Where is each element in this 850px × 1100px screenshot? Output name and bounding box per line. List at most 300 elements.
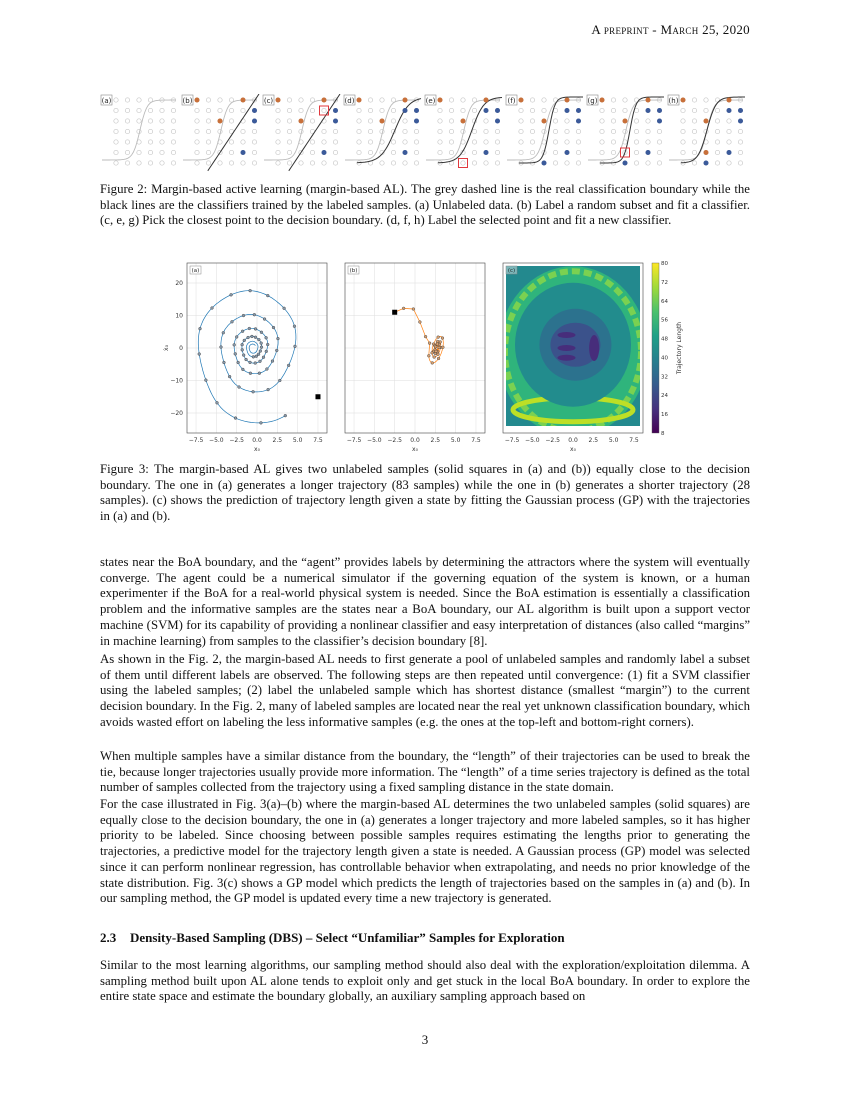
unlabeled-sample	[738, 150, 742, 154]
unlabeled-sample	[449, 119, 453, 123]
unlabeled-sample	[391, 108, 395, 112]
unlabeled-sample	[195, 140, 199, 144]
unlabeled-sample	[206, 98, 210, 102]
trajectory-a-sample	[267, 388, 270, 391]
unlabeled-sample	[252, 129, 256, 133]
unlabeled-sample	[125, 119, 129, 123]
unlabeled-sample	[414, 129, 418, 133]
unlabeled-sample	[241, 161, 245, 165]
trajectory-b-sample	[412, 308, 415, 311]
unlabeled-sample	[368, 98, 372, 102]
unlabeled-sample	[461, 108, 465, 112]
labeled-sample-orange	[322, 98, 327, 103]
labeled-sample-blue	[403, 150, 408, 155]
colorbar-label: Trajectory Length	[676, 321, 683, 375]
trajectory-a-sample	[252, 355, 255, 358]
classifier-line	[438, 97, 502, 162]
unlabeled-sample	[357, 129, 361, 133]
unlabeled-sample	[287, 119, 291, 123]
trajectory-a-sample	[284, 414, 287, 417]
unlabeled-sample	[472, 129, 476, 133]
trajectory-a-sample	[233, 343, 236, 346]
trajectory-a-sample	[252, 390, 255, 393]
unlabeled-sample	[171, 161, 175, 165]
unlabeled-sample	[299, 161, 303, 165]
unlabeled-sample	[241, 129, 245, 133]
trajectory-a-sample	[241, 348, 244, 351]
unlabeled-sample	[114, 119, 118, 123]
unlabeled-sample	[600, 140, 604, 144]
x-axis-label: x₀	[570, 446, 576, 453]
x-tick-label: 7.5	[471, 437, 481, 444]
unlabeled-sample	[137, 119, 141, 123]
labeled-sample-orange	[681, 98, 686, 103]
unlabeled-sample	[171, 119, 175, 123]
labeled-sample-orange	[380, 119, 385, 124]
unlabeled-sample	[472, 150, 476, 154]
unlabeled-sample	[461, 98, 465, 102]
unlabeled-sample	[276, 129, 280, 133]
unlabeled-sample	[519, 150, 523, 154]
x-tick-label: −7.5	[188, 437, 204, 444]
unlabeled-sample	[414, 161, 418, 165]
figure-3	[160, 255, 690, 455]
fig2-panel	[182, 94, 259, 171]
trajectory-a-sample	[277, 337, 280, 340]
unlabeled-sample	[519, 119, 523, 123]
figure-2	[100, 94, 750, 174]
paragraph-5: Similar to the most learning algorithms, our sampling method should also deal with the exploration/exploitation dilemma. A sampling method built upon AL alone tends to exploit only and get stuck in the local BoA boundary. In order to explore the entire state space and estimate the boundary globally, an auxiliary sampling approach based on	[100, 958, 750, 1004]
unlabeled-sample	[171, 140, 175, 144]
x-axis-label: x₀	[412, 446, 418, 453]
unlabeled-sample	[542, 98, 546, 102]
trajectory-a-sample	[198, 353, 201, 356]
labeled-sample-orange	[461, 119, 466, 124]
unlabeled-sample	[322, 129, 326, 133]
x-tick-label: 2.5	[588, 437, 599, 444]
trajectory-a-sample	[223, 361, 226, 364]
trajectory-a-sample	[220, 346, 223, 349]
unlabeled-sample	[368, 108, 372, 112]
unlabeled-sample	[368, 140, 372, 144]
trajectory-a-sample	[253, 313, 256, 316]
unlabeled-sample	[715, 150, 719, 154]
unlabeled-sample	[611, 129, 615, 133]
labeled-sample-blue	[403, 108, 408, 113]
labeled-sample-blue	[414, 119, 419, 124]
unlabeled-sample	[530, 140, 534, 144]
trajectory-a-sample	[260, 421, 263, 424]
unlabeled-sample	[495, 140, 499, 144]
fig2-panel	[668, 95, 745, 166]
trajectory-a-sample	[263, 318, 266, 321]
paragraph-1: states near the BoA boundary, and the “agent” provides labels by determining the attractors where the system will eventually converge. The agent could be a numerical simulator if the governing equation of the system is known, or a human experimenter if the BoA for a real-world physical system is needed. Since the BoA estimation is essentially a classification problem and the informative samples are the states near a BoA boundary, our AL algorithm is built upon a support vector machine (SVM) for its capability of providing a nonlinear classifier and easy interpretation of distances (also called “margins” in machine learning) from samples to the classifier’s decision boundary [8].	[100, 555, 750, 648]
unlabeled-sample	[519, 129, 523, 133]
unlabeled-sample	[137, 108, 141, 112]
unlabeled-sample	[657, 129, 661, 133]
labeled-sample-orange	[600, 98, 605, 103]
trajectory-a-sample	[262, 356, 265, 359]
colorbar-tick-label: 40	[661, 355, 668, 362]
trajectory-a-sample	[216, 401, 219, 404]
labeled-sample-blue	[495, 108, 500, 113]
trajectory-a-sample	[272, 326, 275, 329]
trajectory-b-sample	[428, 342, 431, 345]
unlabeled-sample	[623, 108, 627, 112]
unlabeled-sample	[600, 150, 604, 154]
unlabeled-sample	[646, 119, 650, 123]
unlabeled-sample	[681, 119, 685, 123]
unlabeled-sample	[391, 150, 395, 154]
paragraph-4: For the case illustrated in Fig. 3(a)–(b) where the margin-based AL determines the two unlabeled samples (solid squares) are equally close to the decision boundary, the one in (a) generates a longer trajectory and more labeled samples, so it has higher priority to be labeled. Since choosing between possible samples requires estimating the lengths prior to generating the trajectories, a predictive model for the trajectory length given a state is needed. A Gaussian process (GP) model was selected since it can perform nonlinear regression, has controllable behavior when extrapolating, and needs no prior knowledge of the state distribution. Fig. 3(c) shows a GP model which predicts the length of trajectories based on the samples in (a) and (b). In our sampling method, the GP model is updated every time a new trajectory is generated.	[100, 797, 750, 906]
figure-2-caption: Figure 2: Margin-based active learning (margin-based AL). The grey dashed line is the real classification boundary while the black lines are the classifiers trained by the labeled samples. (a) Unlabeled data. (b) Label a random subset and fit a classifier. (c, e, g) Pick the closest point to the decision boundary. (d, f, h) Label the selected point and fit a new classifier.	[100, 182, 750, 228]
trajectory-a-sample	[228, 375, 231, 378]
x-tick-label: −2.5	[545, 437, 560, 444]
unlabeled-sample	[461, 161, 465, 165]
true-boundary-line	[183, 100, 257, 160]
trajectory-b-sample	[431, 362, 434, 365]
unlabeled-sample	[611, 150, 615, 154]
unlabeled-sample	[195, 150, 199, 154]
unlabeled-sample	[715, 161, 719, 165]
unlabeled-sample	[218, 108, 222, 112]
unlabeled-sample	[646, 140, 650, 144]
colorbar-tick-label: 32	[661, 374, 668, 381]
x-tick-label: 5.0	[450, 437, 461, 444]
paragraph-2: As shown in the Fig. 2, the margin-based AL needs to first generate a pool of unlabeled samples and randomly label a subset of them until different labels are observed. The following steps are then repeated until convergence: (1) fit a SVM classifier using the labeled samples; (2) label the unlabeled sample which has shortest distance (smallest “margin”) to the current decision boundary. In the Fig. 2, many of labeled samples are located near the real yet unknown classification boundary, which avoids wasted effort on labeling the less informative samples (e.g. the ones at the top-left and bottom-right corners).	[100, 652, 750, 729]
labeled-sample-orange	[704, 119, 709, 124]
labeled-sample-orange	[218, 119, 223, 124]
unlabeled-sample	[449, 150, 453, 154]
unlabeled-sample	[414, 140, 418, 144]
unlabeled-sample	[519, 140, 523, 144]
section-number: 2.3	[100, 930, 117, 945]
trajectory-a-sample	[265, 336, 268, 339]
unlabeled-sample	[195, 161, 199, 165]
unlabeled-sample	[576, 161, 580, 165]
unlabeled-sample	[634, 161, 638, 165]
unlabeled-sample	[276, 119, 280, 123]
unlabeled-sample	[438, 108, 442, 112]
labeled-sample-orange	[565, 98, 570, 103]
unlabeled-sample	[565, 129, 569, 133]
unlabeled-sample	[646, 129, 650, 133]
x-tick-label: 0.0	[568, 437, 578, 444]
labeled-sample-blue	[657, 119, 662, 124]
unlabeled-sample	[681, 108, 685, 112]
colorbar-tick-label: 24	[661, 393, 668, 400]
unlabeled-sample	[553, 150, 557, 154]
trajectory-b-sample	[437, 336, 440, 339]
unlabeled-sample	[611, 108, 615, 112]
unlabeled-sample	[449, 98, 453, 102]
unlabeled-sample	[449, 108, 453, 112]
trajectory-a-sample	[248, 327, 251, 330]
y-tick-label: −10	[170, 377, 183, 385]
unlabeled-sample	[553, 119, 557, 123]
unlabeled-sample	[287, 140, 291, 144]
trajectory-a-sample	[254, 362, 257, 365]
panel-label: (c)	[263, 97, 274, 105]
unlabeled-sample	[530, 108, 534, 112]
unlabeled-sample	[692, 98, 696, 102]
trajectory-b-sample	[433, 356, 436, 359]
panel-label: (a)	[101, 97, 112, 105]
unlabeled-sample	[229, 140, 233, 144]
unlabeled-sample	[310, 119, 314, 123]
trajectory-a-sample	[275, 349, 278, 352]
unlabeled-sample	[206, 161, 210, 165]
trajectory-a-sample	[237, 361, 240, 364]
unlabeled-sample	[692, 129, 696, 133]
unlabeled-sample	[322, 108, 326, 112]
unlabeled-sample	[310, 140, 314, 144]
colorbar-tick-label: 48	[661, 336, 668, 343]
unlabeled-sample	[530, 150, 534, 154]
trajectory-a-sample	[260, 346, 263, 349]
labeled-sample-blue	[241, 150, 246, 155]
trajectory-a-sample	[249, 361, 252, 364]
y-tick-label: −20	[170, 410, 183, 417]
unlabeled-sample	[692, 108, 696, 112]
unlabeled-sample	[727, 161, 731, 165]
unlabeled-sample	[519, 108, 523, 112]
labeled-sample-orange	[299, 119, 304, 124]
unlabeled-sample	[600, 108, 604, 112]
unlabeled-sample	[276, 161, 280, 165]
labeled-sample-blue	[252, 119, 257, 124]
trajectory-b-sample	[427, 354, 430, 357]
labeled-sample-blue	[495, 119, 500, 124]
trajectory-a-sample	[230, 293, 233, 296]
unlabeled-sample	[715, 129, 719, 133]
trajectory-b-sample	[435, 350, 438, 353]
unlabeled-sample	[148, 119, 152, 123]
unlabeled-sample	[229, 108, 233, 112]
trajectory-a-sample	[257, 338, 260, 341]
labeled-sample-orange	[403, 98, 408, 103]
unlabeled-sample	[704, 98, 708, 102]
unlabeled-sample	[310, 150, 314, 154]
labeled-sample-orange	[623, 119, 628, 124]
unlabeled-sample	[229, 161, 233, 165]
initial-sample-square-b	[392, 310, 397, 315]
unlabeled-sample	[287, 98, 291, 102]
unlabeled-sample	[704, 108, 708, 112]
trajectory-a-sample	[266, 294, 269, 297]
unlabeled-sample	[657, 140, 661, 144]
y-tick-label: 10	[175, 312, 183, 320]
trajectory-a-sample	[271, 360, 274, 363]
panel-label: (d)	[344, 97, 355, 105]
trajectory-b-sample	[402, 307, 405, 310]
trajectory-b-sample	[424, 335, 427, 338]
x-tick-label: 2.5	[272, 437, 283, 444]
unlabeled-sample	[171, 150, 175, 154]
trajectory-a-sample	[245, 358, 248, 361]
unlabeled-sample	[692, 161, 696, 165]
labeled-sample-blue	[484, 150, 489, 155]
unlabeled-sample	[206, 129, 210, 133]
trajectory-a-sample	[241, 343, 244, 346]
trajectory-a-sample	[278, 379, 281, 382]
trajectory-b-sample	[438, 346, 441, 349]
x-tick-label: −5.0	[209, 437, 224, 444]
unlabeled-sample	[114, 140, 118, 144]
unlabeled-sample	[484, 140, 488, 144]
unlabeled-sample	[160, 108, 164, 112]
trajectory-a-sample	[199, 327, 202, 330]
trajectory-a-sample	[254, 328, 257, 331]
unlabeled-sample	[600, 119, 604, 123]
section-title: Density-Based Sampling (DBS) – Select “Unfamiliar” Samples for Exploration	[130, 930, 565, 945]
contour-level	[589, 335, 599, 361]
x-tick-label: −5.0	[525, 437, 540, 444]
page-number: 3	[421, 1032, 429, 1047]
trajectory-a-sample	[204, 379, 207, 382]
trajectory-a-sample	[234, 417, 237, 420]
fig3-panel	[345, 263, 485, 453]
classifier-line	[600, 97, 664, 163]
trajectory-a-sample	[254, 336, 257, 339]
labeled-sample-blue	[576, 119, 581, 124]
trajectory-a-sample	[293, 325, 296, 328]
unlabeled-sample	[738, 140, 742, 144]
trajectory-a-sample	[283, 307, 286, 310]
labeled-sample-orange	[195, 98, 200, 103]
trajectory-a-sample	[234, 352, 237, 355]
unlabeled-sample	[611, 140, 615, 144]
trajectory-a-sample	[294, 345, 297, 348]
running-header: A preprint - March 25, 2020	[591, 22, 750, 37]
unlabeled-sample	[137, 150, 141, 154]
unlabeled-sample	[195, 119, 199, 123]
unlabeled-sample	[715, 140, 719, 144]
unlabeled-sample	[206, 119, 210, 123]
unlabeled-sample	[160, 140, 164, 144]
unlabeled-sample	[125, 108, 129, 112]
trajectory-a-line	[198, 291, 296, 423]
x-tick-label: −2.5	[387, 437, 402, 444]
unlabeled-sample	[148, 150, 152, 154]
labeled-sample-orange	[276, 98, 281, 103]
unlabeled-sample	[380, 108, 384, 112]
unlabeled-sample	[171, 108, 175, 112]
labeled-sample-blue	[414, 108, 419, 113]
panel-label: (h)	[668, 97, 679, 105]
contour-level	[557, 332, 575, 338]
x-tick-label: −2.5	[229, 437, 244, 444]
unlabeled-sample	[553, 129, 557, 133]
trajectory-a-sample	[241, 368, 244, 371]
unlabeled-sample	[333, 140, 337, 144]
x-tick-label: 5.0	[292, 437, 303, 444]
unlabeled-sample	[195, 129, 199, 133]
unlabeled-sample	[357, 150, 361, 154]
labeled-sample-blue	[727, 150, 732, 155]
unlabeled-sample	[600, 129, 604, 133]
unlabeled-sample	[484, 129, 488, 133]
panel-label: (e)	[425, 97, 436, 105]
unlabeled-sample	[484, 119, 488, 123]
labeled-sample-orange	[704, 150, 709, 155]
unlabeled-sample	[241, 140, 245, 144]
labeled-sample-orange	[438, 98, 443, 103]
unlabeled-sample	[611, 119, 615, 123]
trajectory-a-sample	[266, 343, 269, 346]
y-axis-label: ẋ₀	[163, 345, 170, 351]
unlabeled-sample	[438, 150, 442, 154]
true-boundary-line	[345, 100, 419, 160]
trajectory-a-sample	[258, 372, 261, 375]
unlabeled-sample	[333, 150, 337, 154]
unlabeled-sample	[322, 161, 326, 165]
true-boundary-line	[264, 100, 338, 160]
unlabeled-sample	[727, 140, 731, 144]
unlabeled-sample	[565, 161, 569, 165]
unlabeled-sample	[125, 150, 129, 154]
labeled-sample-blue	[484, 108, 489, 113]
labeled-sample-orange	[357, 98, 362, 103]
labeled-sample-blue	[333, 119, 338, 124]
fig2-panel	[587, 95, 664, 166]
labeled-sample-orange	[646, 98, 651, 103]
labeled-sample-blue	[333, 108, 338, 113]
unlabeled-sample	[692, 140, 696, 144]
colorbar-tick-label: 16	[661, 412, 668, 419]
unlabeled-sample	[380, 161, 384, 165]
unlabeled-sample	[495, 161, 499, 165]
unlabeled-sample	[681, 129, 685, 133]
unlabeled-sample	[114, 98, 118, 102]
unlabeled-sample	[657, 150, 661, 154]
unlabeled-sample	[310, 108, 314, 112]
unlabeled-sample	[646, 161, 650, 165]
trajectory-a-sample	[247, 336, 250, 339]
labeled-sample-blue	[576, 108, 581, 113]
trajectory-b-sample	[437, 357, 440, 360]
unlabeled-sample	[715, 108, 719, 112]
classifier-line	[289, 94, 340, 171]
labeled-sample-blue	[727, 108, 732, 113]
labeled-sample-blue	[704, 161, 709, 166]
unlabeled-sample	[114, 161, 118, 165]
trajectory-a-sample	[211, 307, 214, 310]
trajectory-a-sample	[242, 314, 245, 317]
labeled-sample-blue	[646, 150, 651, 155]
unlabeled-sample	[148, 161, 152, 165]
unlabeled-sample	[125, 98, 129, 102]
trajectory-a-sample	[249, 372, 252, 375]
trajectory-a-sample	[287, 364, 290, 367]
unlabeled-sample	[738, 161, 742, 165]
x-tick-label: −7.5	[504, 437, 520, 444]
trajectory-b-sample	[436, 340, 439, 343]
unlabeled-sample	[148, 140, 152, 144]
unlabeled-sample	[125, 140, 129, 144]
contour-level	[557, 345, 575, 351]
trajectory-a-sample	[235, 336, 238, 339]
labeled-sample-blue	[646, 108, 651, 113]
unlabeled-sample	[634, 129, 638, 133]
unlabeled-sample	[611, 98, 615, 102]
x-tick-label: 5.0	[608, 437, 619, 444]
fig2-panel	[344, 95, 421, 165]
trajectory-a-sample	[260, 342, 263, 345]
unlabeled-sample	[657, 161, 661, 165]
x-tick-label: 0.0	[410, 437, 420, 444]
fig2-panel	[425, 95, 502, 168]
